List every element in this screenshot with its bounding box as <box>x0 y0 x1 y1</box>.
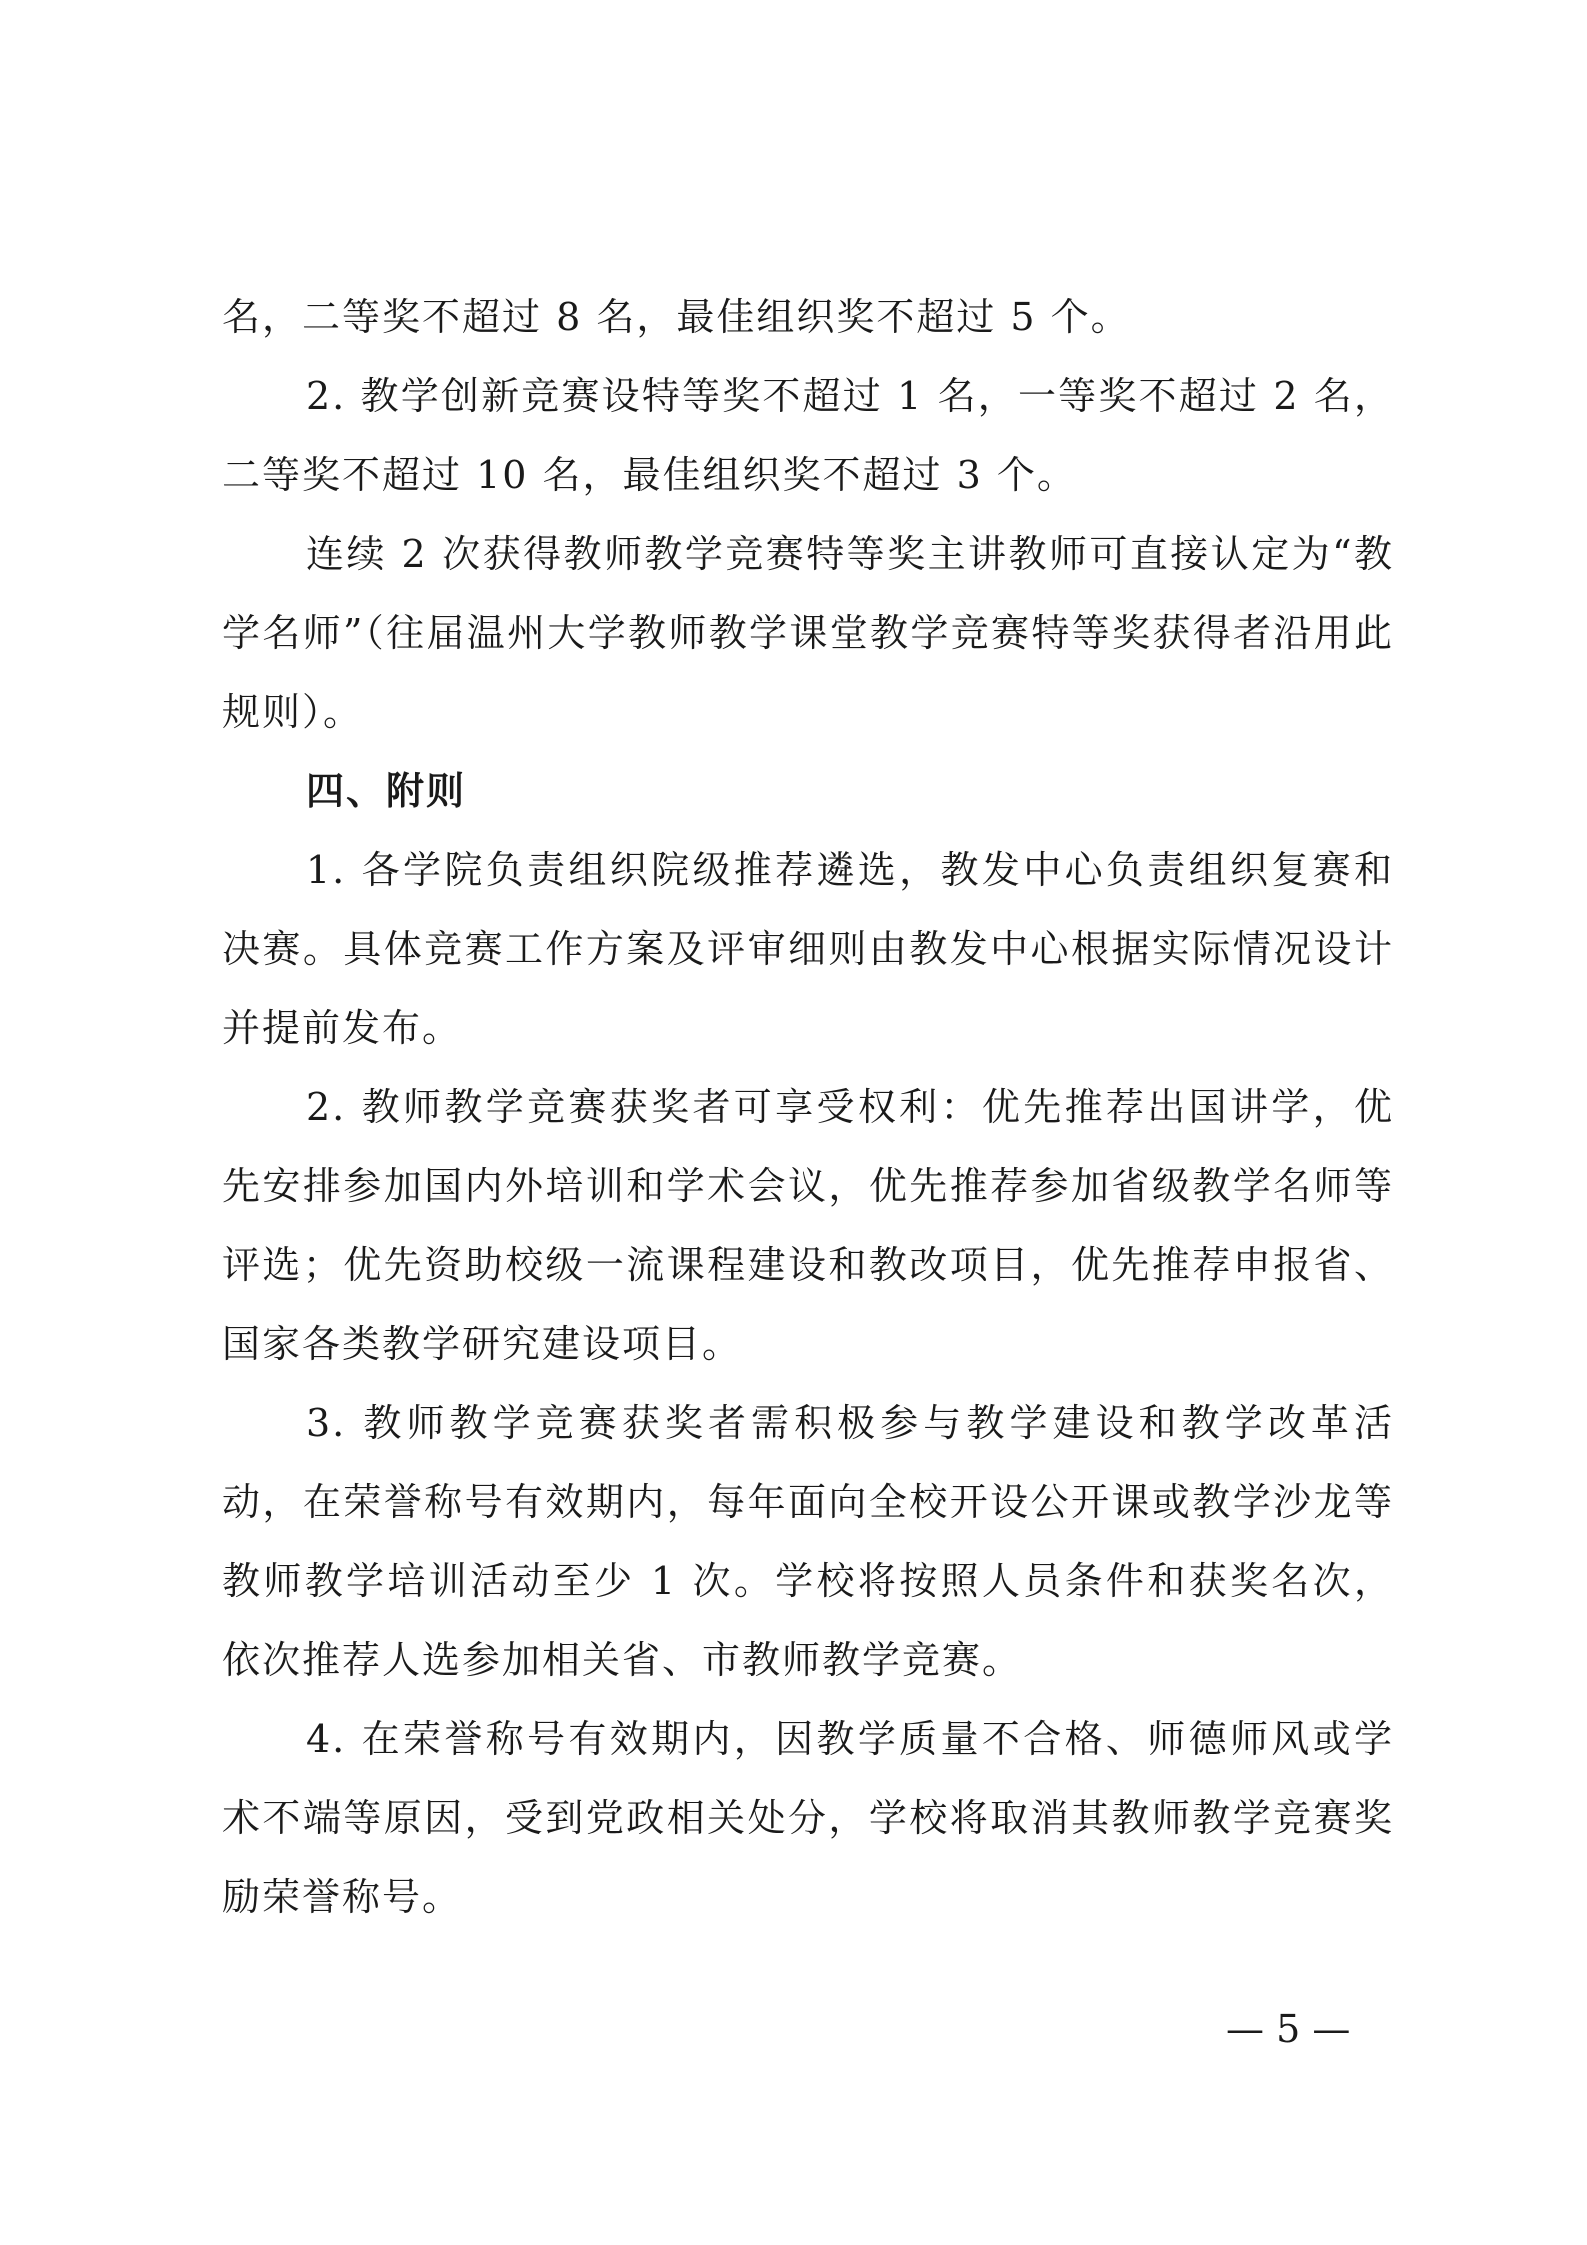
paragraph-innovation-contest-awards: 2. 教学创新竞赛设特等奖不超过 1 名，一等奖不超过 2 名，二等奖不超过 10 名，最佳组织奖不超过 3 个。 <box>222 374 1394 497</box>
rule-item-3: 3. 教师教学竞赛获奖者需积极参与教学建设和教学改革活动，在荣誉称号有效期内，每年面向全校开设公开课或教学沙龙等教师教学培训活动至少 1 次。学校将按照人员条件和获奖名次，依次推荐人选参加相关省、市教师教学竞赛。 <box>222 1401 1394 1682</box>
paragraph-famous-teacher-rule: 连续 2 次获得教师教学竞赛特等奖主讲教师可直接认定为“教学名师”（往届温州大学教师教学课堂教学竞赛特等奖获得者沿用此规则）。 <box>222 532 1394 734</box>
rule-item-4: 4. 在荣誉称号有效期内，因教学质量不合格、师德师风或学术不端等原因，受到党政相关处分，学校将取消其教师教学竞赛奖励荣誉称号。 <box>222 1717 1394 1919</box>
page-number: — 5 — <box>1226 2007 1351 2051</box>
rule-item-1: 1. 各学院负责组织院级推荐遴选，教发中心负责组织复赛和决赛。具体竞赛工作方案及评审细则由教发中心根据实际情况设计并提前发布。 <box>222 848 1394 1050</box>
rule-item-2: 2. 教师教学竞赛获奖者可享受权利：优先推荐出国讲学，优先安排参加国内外培训和学术会议，优先推荐参加省级教学名师等评选；优先资助校级一流课程建设和教改项目，优先推荐申报省、国家各类教学研究建设项目。 <box>222 1085 1394 1366</box>
paragraph-award-limits-continued: 名，二等奖不超过 8 名，最佳组织奖不超过 5 个。 <box>222 295 1131 339</box>
section-heading-supplementary-provisions: 四、附则 <box>306 769 467 813</box>
document-body <box>222 278 1394 1937</box>
